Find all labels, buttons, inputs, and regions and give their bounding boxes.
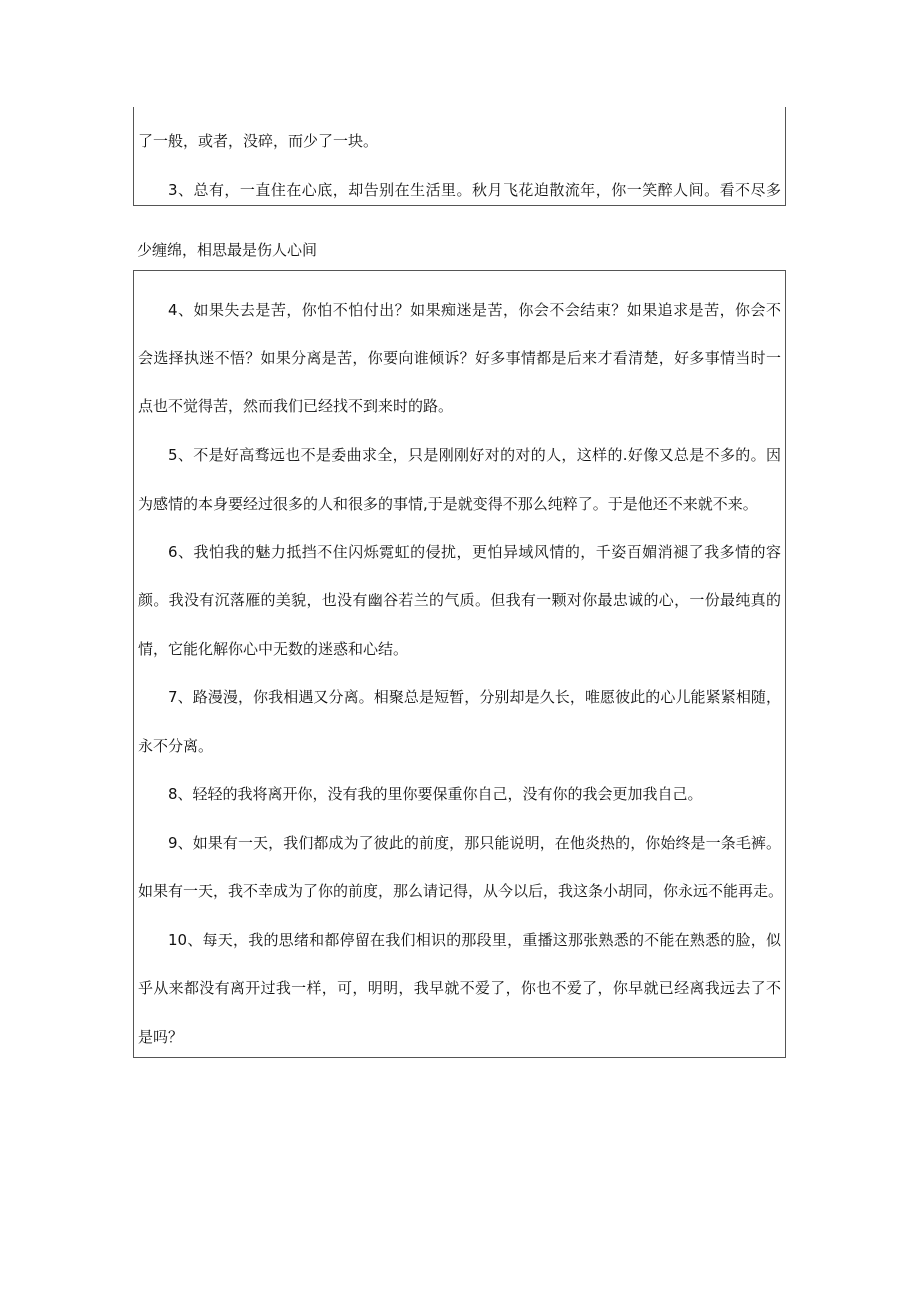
paragraph-9-line-1: 9、如果有一天，我们都成为了彼此的前度，那只能说明，在他炎热的，你始终是一条毛裤。 — [168, 834, 781, 852]
paragraph-6-line-1: 6、我怕我的魅力抵挡不住闪烁霓虹的侵扰，更怕异域风情的，千姿百媚消褪了我多情的容 — [168, 543, 781, 561]
paragraph-4-line-3: 点也不觉得苦，然而我们已经找不到来时的路。 — [138, 397, 454, 415]
paragraph-10-line-1: 10、每天，我的思绪和都停留在我们相识的那段里，重播这那张熟悉的不能在熟悉的脸，似 — [168, 931, 781, 949]
paragraph-10-line-2: 乎从来都没有离开过我一样，可，明明，我早就不爱了，你也不爱了，你早就已经离我远去了不 — [138, 979, 781, 997]
paragraph-8-line-1: 8、轻轻的我将离开你，没有我的里你要保重你自己，没有你的我会更加我自己。 — [168, 785, 703, 803]
paragraph-7-line-2: 永不分离。 — [138, 737, 214, 755]
text-line: 了一般，或者，没碎，而少了一块。 — [138, 132, 379, 150]
paragraph-5-line-2: 为感情的本身要经过很多的人和很多的事情,于是就变得不那么纯粹了。于是他还不来就不来。 — [138, 495, 758, 513]
text-box-top — [133, 107, 786, 206]
paragraph-5-line-1: 5、不是好高骛远也不是委曲求全，只是刚刚好对的对的人，这样的.好像又总是不多的。因 — [168, 446, 781, 464]
paragraph-3-line-1: 3、总有，一直住在心底，却告别在生活里。秋月飞花迫散流年，你一笑醉人间。看不尽多 — [168, 181, 781, 199]
paragraph-4-line-2: 会选择执迷不悟？如果分离是苦，你要向谁倾诉？好多事情都是后来才看清楚，好多事情当时一 — [138, 349, 781, 367]
paragraph-6-line-2: 颜。我没有沉落雁的美貌，也没有幽谷若兰的气质。但我有一颗对你最忠诚的心，一份最纯真的 — [138, 591, 781, 609]
paragraph-3-continuation: 少缠绵，相思最是伤人心间 — [137, 241, 318, 259]
text-box-main — [133, 270, 786, 1058]
paragraph-6-line-3: 情，它能化解你心中无数的迷惑和心结。 — [138, 640, 409, 658]
paragraph-4-line-1: 4、如果失去是苦，你怕不怕付出？如果痴迷是苦，你会不会结束？如果追求是苦，你会不 — [168, 301, 781, 319]
paragraph-7-line-1: 7、路漫漫，你我相遇又分离。相聚总是短暂，分别却是久长，唯愿彼此的心儿能紧紧相随， — [168, 688, 781, 706]
paragraph-10-line-3: 是吗？ — [138, 1028, 184, 1046]
paragraph-9-line-2: 如果有一天，我不幸成为了你的前度，那么请记得，从今以后，我这条小胡同，你永远不能再走。 — [138, 882, 784, 900]
